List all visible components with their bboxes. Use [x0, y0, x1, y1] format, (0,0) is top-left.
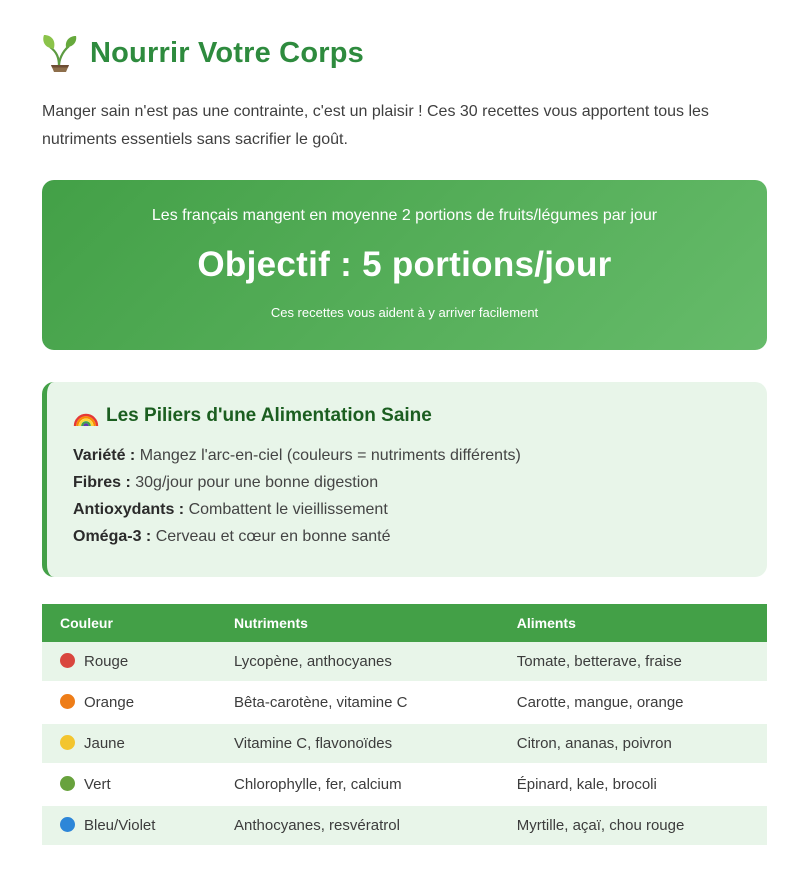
color-dot-icon — [60, 735, 75, 750]
column-header: Aliments — [499, 604, 767, 642]
cell-aliments: Myrtille, açaï, chou rouge — [499, 805, 767, 846]
pillars-title-text: Les Piliers d'une Alimentation Saine — [106, 405, 432, 426]
pillars-heading — [73, 404, 741, 428]
color-name: Vert — [84, 775, 111, 793]
pillar-item — [73, 443, 741, 470]
cell-aliments: Épinard, kale, brocoli — [499, 764, 767, 805]
pillars-list — [73, 443, 741, 551]
intro-paragraph: Manger sain n'est pas une contrainte, c'est un plaisir ! Ces 30 recettes vous apportent tous les nutriments essentiels sans sacrifier le goût. — [42, 103, 709, 148]
pillar-text: 30g/jour pour une bonne digestion — [130, 473, 379, 491]
table-row — [42, 642, 767, 682]
pillar-label: Oméga-3 : — [73, 527, 152, 545]
color-nutrients-table — [42, 604, 767, 847]
rainbow-icon — [73, 404, 99, 428]
pillar-text: Cerveau et cœur en bonne santé — [151, 527, 391, 545]
page-header — [42, 34, 767, 72]
color-dot-icon — [60, 817, 75, 832]
cell-aliments: Citron, ananas, poivron — [499, 723, 767, 764]
cell-nutriments: Vitamine C, flavonoïdes — [216, 723, 499, 764]
color-name: Bleu/Violet — [84, 816, 156, 834]
cell-nutriments: Lycopène, anthocyanes — [216, 642, 499, 682]
table-row — [42, 805, 767, 846]
pillar-text: Combattent le vieillissement — [184, 500, 388, 518]
pillar-text: Mangez l'arc-en-ciel (couleurs = nutriments différents) — [135, 447, 521, 464]
banner-headline: Objectif : 5 portions/jour — [197, 245, 612, 284]
table-row — [42, 682, 767, 723]
pillar-label: Antioxydants : — [73, 500, 185, 518]
cell-couleur — [42, 723, 216, 764]
color-dot-icon — [60, 694, 75, 709]
goal-banner — [42, 180, 767, 350]
color-name: Orange — [84, 693, 135, 711]
table-body — [42, 642, 767, 846]
pillars-callout — [42, 382, 767, 577]
seedling-icon — [42, 34, 78, 72]
table-row — [42, 764, 767, 805]
cell-nutriments: Bêta-carotène, vitamine C — [216, 682, 499, 723]
pillar-label: Variété : — [73, 447, 136, 464]
color-dot-icon — [60, 776, 75, 791]
cell-nutriments: Chlorophylle, fer, calcium — [216, 764, 499, 805]
cell-aliments: Carotte, mangue, orange — [499, 682, 767, 723]
table-row — [42, 723, 767, 764]
column-header: Couleur — [42, 604, 216, 642]
cell-couleur — [42, 805, 216, 846]
table-header-row — [42, 604, 767, 642]
page-title: Nourrir Votre Corps — [90, 36, 364, 69]
pillar-item — [73, 497, 741, 524]
color-name: Jaune — [84, 734, 125, 752]
color-name: Rouge — [84, 652, 129, 670]
cell-couleur — [42, 682, 216, 723]
pillar-item — [73, 470, 741, 497]
table-header — [42, 604, 767, 642]
cell-nutriments: Anthocyanes, resvératrol — [216, 805, 499, 846]
banner-subtext: Ces recettes vous aident à y arriver facilement — [270, 305, 539, 320]
cell-couleur — [42, 642, 216, 682]
column-header: Nutriments — [216, 604, 499, 642]
cell-aliments: Tomate, betterave, fraise — [499, 642, 767, 682]
color-dot-icon — [60, 653, 75, 668]
pillar-item — [73, 524, 741, 551]
cell-couleur — [42, 764, 216, 805]
banner-stat-line: Les français mangent en moyenne 2 portions de fruits/légumes par jour — [151, 207, 658, 224]
pillar-label: Fibres : — [73, 473, 131, 491]
